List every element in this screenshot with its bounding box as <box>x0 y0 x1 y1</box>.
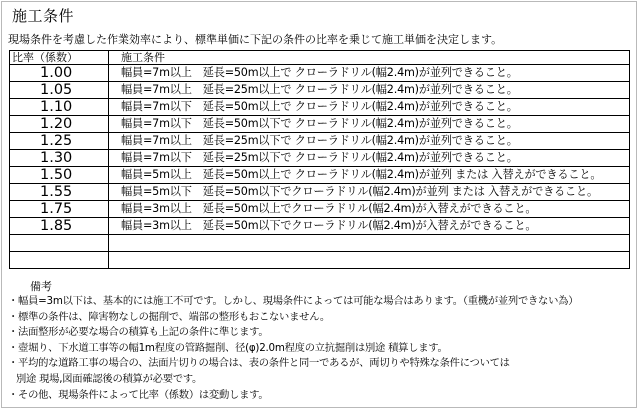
ratio-cell: 1.85 <box>10 218 109 235</box>
note-item: ・幅員=3m以下は、基本的には施工不可です。しかし、現場条件によっては可能な場合はあります。（重機が並列できない為） <box>8 295 579 307</box>
ratio-cell: 1.50 <box>10 167 109 184</box>
table-row <box>10 65 630 82</box>
ratio-cell: 1.30 <box>10 150 109 167</box>
empty-cell <box>10 252 109 269</box>
note-item: ・法面整形が必要な場合の積算も上記の条件に準じます。 <box>8 326 269 339</box>
table-row <box>10 116 630 133</box>
ratio-cell: 1.55 <box>10 184 109 201</box>
condition-cell: 幅員=5m以上 延長=50m以上で クローラドリル(幅2.4m)が並列 または 入替えができること。 <box>109 167 630 184</box>
header-condition: 施工条件 <box>109 51 630 65</box>
table-row <box>10 201 630 218</box>
empty-cell <box>109 235 630 252</box>
table-row <box>10 184 630 201</box>
ratio-cell: 1.05 <box>10 82 109 99</box>
ratio-cell: 1.10 <box>10 99 109 116</box>
note-item: ・平均的な道路工事の場合の、法面片切りの場合は、表の条件と同一であるが、両切りや特殊な条件については <box>8 357 510 370</box>
condition-cell: 幅員=5m以下 延長=50m以下でクローラドリル(幅2.4m)が並列 または 入替えができること。 <box>109 184 630 201</box>
table-row <box>10 133 630 150</box>
note-item: ・その他、現場条件によって比率（係数）は変動します。 <box>8 388 269 401</box>
ratio-cell: 1.20 <box>10 116 109 133</box>
condition-cell: 幅員=7m以上 延長=25m以上で クローラドリル(幅2.4m)が並列できること。 <box>109 82 630 99</box>
header-ratio: 比率（係数） <box>10 51 109 65</box>
condition-cell: 幅員=7m以下 延長=25m以下で クローラドリル(幅2.4m)が並列できること。 <box>109 150 630 167</box>
ratio-cell: 1.25 <box>10 133 109 150</box>
empty-cell <box>109 252 630 269</box>
table-row <box>10 82 630 99</box>
condition-cell: 幅員=3m以上 延長=50m以下でクローラドリル(幅2.4m)が入替えができること。 <box>109 218 630 235</box>
table-row <box>10 150 630 167</box>
ratio-cell: 1.00 <box>10 65 109 82</box>
ratio-cell: 1.75 <box>10 201 109 218</box>
table-row <box>10 99 630 116</box>
condition-cell: 幅員=7m以上 延長=50m以上で クローラドリル(幅2.4m)が並列できること。 <box>109 65 630 82</box>
note-item-continued: 別途 現場,図面確認後の積算が必要です。 <box>16 372 203 385</box>
note-item: ・壺堀り、下水道工事等の幅1m程度の管路掘削、径(φ)2.0m程度の立抗掘削は別途 積算します。 <box>8 341 448 354</box>
table-row <box>10 218 630 235</box>
intro-text: 現場条件を考慮した作業効率により、標準単価に下記の条件の比率を乗じて施工単価を決定します。 <box>8 33 503 46</box>
condition-cell: 幅員=7m以上 延長=25m以下で クローラドリル(幅2.4m)が並列できること。 <box>109 133 630 150</box>
condition-cell: 幅員=3m以上 延長=50m以上でクローラドリル(幅2.4m)が入替えができること。 <box>109 201 630 218</box>
notes-list <box>8 294 578 403</box>
note-item: ・標準の条件は、障害物なしの掘削で、端部の整形もおこないません。 <box>8 310 330 323</box>
table-header-row <box>10 51 630 65</box>
page-title: 施工条件 <box>12 7 75 25</box>
table-row-empty <box>10 235 630 252</box>
condition-cell: 幅員=7m以下 延長=50m以上で クローラドリル(幅2.4m)が並列できること。 <box>109 99 630 116</box>
table-row-empty <box>10 252 630 269</box>
notes-heading: 備考 <box>30 280 52 293</box>
table-row <box>10 167 630 184</box>
conditions-table <box>9 50 630 269</box>
condition-cell: 幅員=7m以下 延長=50m以下で クローラドリル(幅2.4m)が並列できること。 <box>109 116 630 133</box>
empty-cell <box>10 235 109 252</box>
